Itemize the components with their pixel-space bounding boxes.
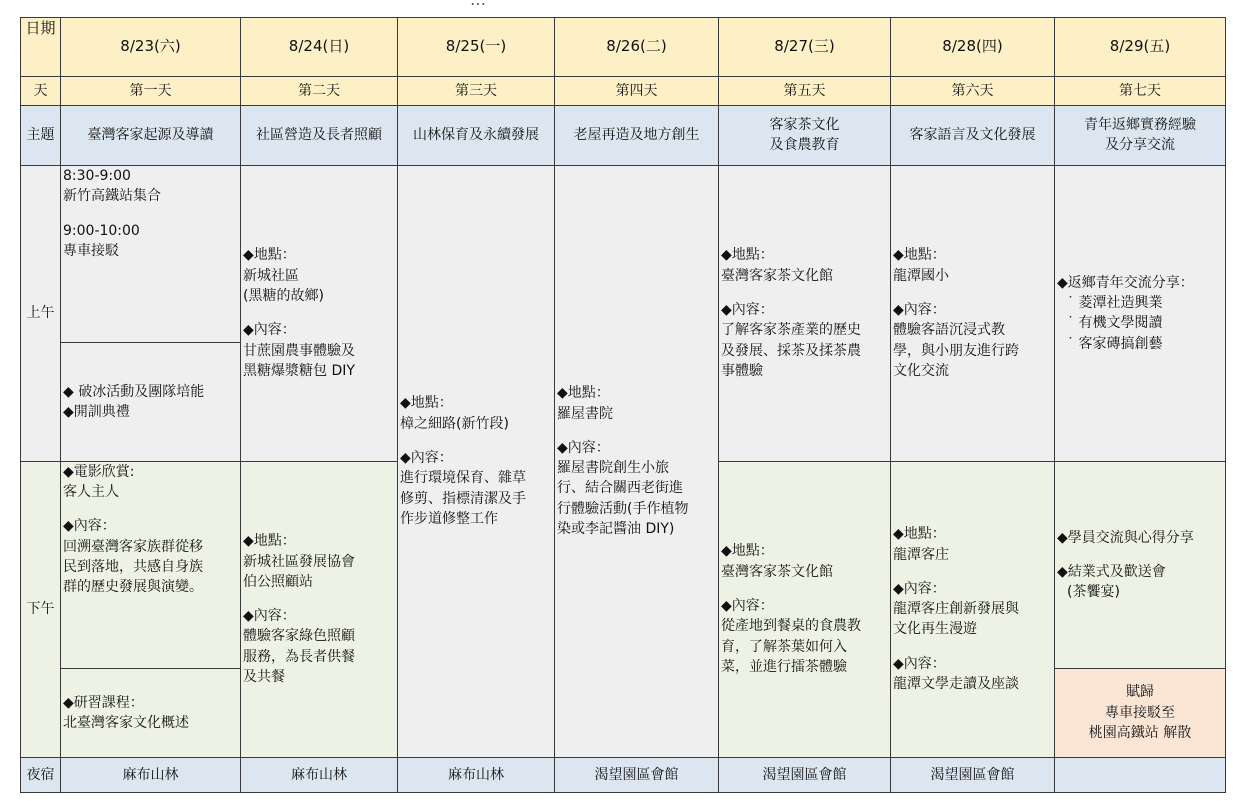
text-line: ◆地點：	[400, 395, 453, 412]
theme-cell	[719, 105, 891, 165]
label-morning: 上午	[21, 165, 61, 461]
day7-return-trip	[1055, 669, 1226, 758]
text-line: 文化再生漫遊	[893, 621, 977, 638]
spacer	[63, 502, 238, 516]
text-line: 臺灣客家茶文化館	[721, 267, 833, 284]
text-line: ˙ 菱潭社造興業	[1067, 295, 1163, 312]
text-line: 行體驗活動(手作植物	[557, 500, 689, 517]
day1-morning-schedule	[61, 165, 241, 342]
text-line: ◆地點：	[557, 385, 610, 402]
morning-row-1	[21, 165, 1226, 342]
day-cell: 第五天	[719, 77, 891, 105]
text-line: ◆地點：	[721, 247, 774, 264]
date-cell: 8/29(五)	[1055, 18, 1226, 77]
text-line: ◆結業式及歡送會	[1057, 563, 1166, 580]
text-line: 體驗客語沉浸式教	[893, 322, 1005, 339]
spacer	[243, 306, 395, 320]
text-line: 龍潭文學走讀及座談	[893, 676, 1019, 693]
text-line: ◆電影欣賞:	[63, 463, 135, 480]
day-cell: 第二天	[241, 77, 398, 105]
spacer	[893, 640, 1052, 654]
text-line: 行、結合關西老街進	[557, 480, 683, 497]
text-line: 甘蔗園農事體驗及	[243, 342, 355, 359]
text-line: ˙ 客家磚搞創藝	[1067, 335, 1163, 352]
spacer	[243, 592, 395, 606]
text-line: 專車接駁	[63, 242, 119, 259]
date-cell: 8/28(四)	[891, 18, 1055, 77]
date-cell: 8/25(一)	[398, 18, 555, 77]
day-cell: 第一天	[61, 77, 241, 105]
text-line: ◆返鄉青年交流分享：	[1057, 274, 1194, 291]
text-line: 北臺灣客家文化概述	[63, 714, 189, 731]
theme-line: 青年返鄉實務經驗	[1084, 116, 1196, 133]
text-line: 了解客家茶產業的歷史	[721, 322, 861, 339]
label-theme: 主題	[21, 105, 61, 165]
spacer	[63, 207, 238, 221]
label-afternoon: 下午	[21, 461, 61, 757]
day6-afternoon-activity	[891, 461, 1055, 757]
day-cell: 第六天	[891, 77, 1055, 105]
day-cell: 第七天	[1055, 77, 1226, 105]
text-line: 新竹高鐵站集合	[63, 188, 161, 205]
day1-afternoon-movie	[61, 461, 241, 668]
spacer	[721, 582, 888, 596]
text-line: 文化交流	[893, 362, 949, 379]
day1-afternoon-course	[61, 669, 241, 758]
text-line: 賦歸	[1126, 684, 1154, 701]
text-line: ◆學員交流與心得分享	[1057, 529, 1194, 546]
text-line: ◆研習課程：	[63, 694, 144, 711]
theme-line: 及食農教育	[769, 137, 840, 154]
text-line: ◆地點：	[721, 543, 774, 560]
text-line: ◆內容：	[893, 302, 946, 319]
text-line: ◆地點：	[243, 247, 296, 264]
text-line: 8:30-9:00	[63, 167, 131, 184]
text-line: ◆內容：	[721, 302, 774, 319]
text-line: 及共餐	[243, 669, 285, 686]
text-line: (黑糖的故鄉)	[243, 288, 324, 305]
theme-cell: 山林保育及永續發展	[398, 105, 555, 165]
spacer	[721, 286, 888, 300]
text-line: 民到落地，共感自身族	[63, 559, 203, 576]
lodging-cell: 渴望園區會館	[555, 757, 719, 792]
lodging-cell-empty	[1055, 757, 1226, 792]
text-line: (茶饗宴)	[1067, 584, 1120, 601]
text-line: 羅屋書院創生小旅	[557, 460, 669, 477]
spacer	[893, 286, 1052, 300]
text-line: ◆內容：	[893, 655, 946, 672]
theme-cell	[1055, 105, 1226, 165]
text-line: 修剪、指標清潔及手	[400, 490, 526, 507]
lodging-row	[21, 757, 1226, 792]
text-line: ◆內容：	[721, 597, 774, 614]
text-line: 羅屋書院	[557, 405, 613, 422]
text-line: 育，了解茶葉如何入	[721, 638, 847, 655]
text-line: 回溯臺灣客家族群從移	[63, 538, 203, 555]
date-cell: 8/26(二)	[555, 18, 719, 77]
text-line: ◆內容：	[893, 580, 946, 597]
text-line: 新城社區	[243, 267, 299, 284]
day1-morning-activity	[61, 343, 241, 462]
date-cell: 8/23(六)	[61, 18, 241, 77]
text-line: 染或李記醬油 DIY)	[557, 521, 675, 538]
text-line: 臺灣客家茶文化館	[721, 563, 833, 580]
text-line: ◆地點：	[893, 247, 946, 264]
label-lodging: 夜宿	[21, 757, 61, 792]
text-line: 龍潭客庄創新發展與	[893, 601, 1019, 618]
text-line: 黑糖爆漿糖包 DIY	[243, 362, 355, 379]
text-line: 桃園高鐵站 解散	[1088, 725, 1192, 742]
text-line: 龍潭國小	[893, 267, 949, 284]
lodging-cell: 渴望園區會館	[719, 757, 891, 792]
day4-activity	[555, 165, 719, 757]
text-line: ◆ 破冰活動及團隊培能	[63, 383, 205, 400]
text-line: 專車接駁至	[1105, 704, 1175, 721]
lodging-cell: 麻布山林	[241, 757, 398, 792]
text-line: 客人主人	[63, 484, 119, 501]
spacer	[1057, 548, 1223, 562]
date-cell: 8/27(三)	[719, 18, 891, 77]
text-line: ◆內容：	[63, 518, 116, 535]
text-line: 伯公照顧站	[243, 573, 313, 590]
day5-morning-activity	[719, 165, 891, 461]
text-line: 新城社區發展協會	[243, 553, 355, 570]
text-line: 樟之細路(新竹段)	[400, 415, 509, 432]
date-row	[21, 18, 1226, 77]
text-line: 菜，並進行擂茶體驗	[721, 658, 847, 675]
text-line: 進行環境保育、雜草	[400, 470, 526, 487]
text-line: ◆地點：	[243, 533, 296, 550]
text-line: ˙ 有機文學閱讀	[1067, 315, 1163, 332]
text-line: ◆內容：	[400, 450, 453, 467]
spacer	[893, 565, 1052, 579]
day-cell: 第四天	[555, 77, 719, 105]
label-date: 日期	[21, 18, 61, 77]
theme-line: 客家茶文化	[769, 116, 840, 133]
label-day: 天	[21, 77, 61, 105]
text-line: ◆內容：	[243, 608, 296, 625]
date-cell: 8/24(日)	[241, 18, 398, 77]
day6-morning-activity	[891, 165, 1055, 461]
text-line: ◆內容：	[243, 322, 296, 339]
day-cell: 第三天	[398, 77, 555, 105]
cutoff-title-fragment	[470, 0, 489, 9]
text-line: 作步道修整工作	[400, 510, 498, 527]
text-line: ◆內容：	[557, 439, 610, 456]
text-line: 從產地到餐桌的食農教	[721, 618, 861, 635]
text-line: 服務，為長者供餐	[243, 648, 355, 665]
spacer	[400, 434, 552, 448]
theme-cell: 老屋再造及地方創生	[555, 105, 719, 165]
theme-cell: 社區營造及長者照顧	[241, 105, 398, 165]
day7-morning-activity	[1055, 165, 1226, 461]
text-line: 群的歷史發展與演變。	[63, 579, 203, 596]
theme-line: 及分享交流	[1105, 137, 1175, 154]
day3-activity	[398, 165, 555, 757]
lodging-cell: 渴望園區會館	[891, 757, 1055, 792]
day7-afternoon-activity	[1055, 461, 1226, 668]
text-line: 體驗客家綠色照顧	[243, 628, 355, 645]
text-line: ◆地點：	[893, 526, 946, 543]
text-line: 及發展、採茶及揉茶農	[721, 342, 861, 359]
day2-afternoon-activity	[241, 461, 398, 757]
text-line: 9:00-10:00	[63, 222, 140, 239]
lodging-cell: 麻布山林	[61, 757, 241, 792]
day-row	[21, 77, 1226, 105]
spacer	[557, 424, 716, 438]
schedule-table	[20, 17, 1226, 793]
text-line: 龍潭客庄	[893, 546, 949, 563]
lodging-cell: 麻布山林	[398, 757, 555, 792]
theme-cell: 臺灣客家起源及導讀	[61, 105, 241, 165]
day2-morning-activity	[241, 165, 398, 461]
text-line: 學，與小朋友進行跨	[893, 342, 1019, 359]
text-line: 事體驗	[721, 362, 763, 379]
theme-row	[21, 105, 1226, 165]
text-line: ◆開訓典禮	[63, 403, 130, 420]
day5-afternoon-activity	[719, 461, 891, 757]
theme-cell: 客家語言及文化發展	[891, 105, 1055, 165]
